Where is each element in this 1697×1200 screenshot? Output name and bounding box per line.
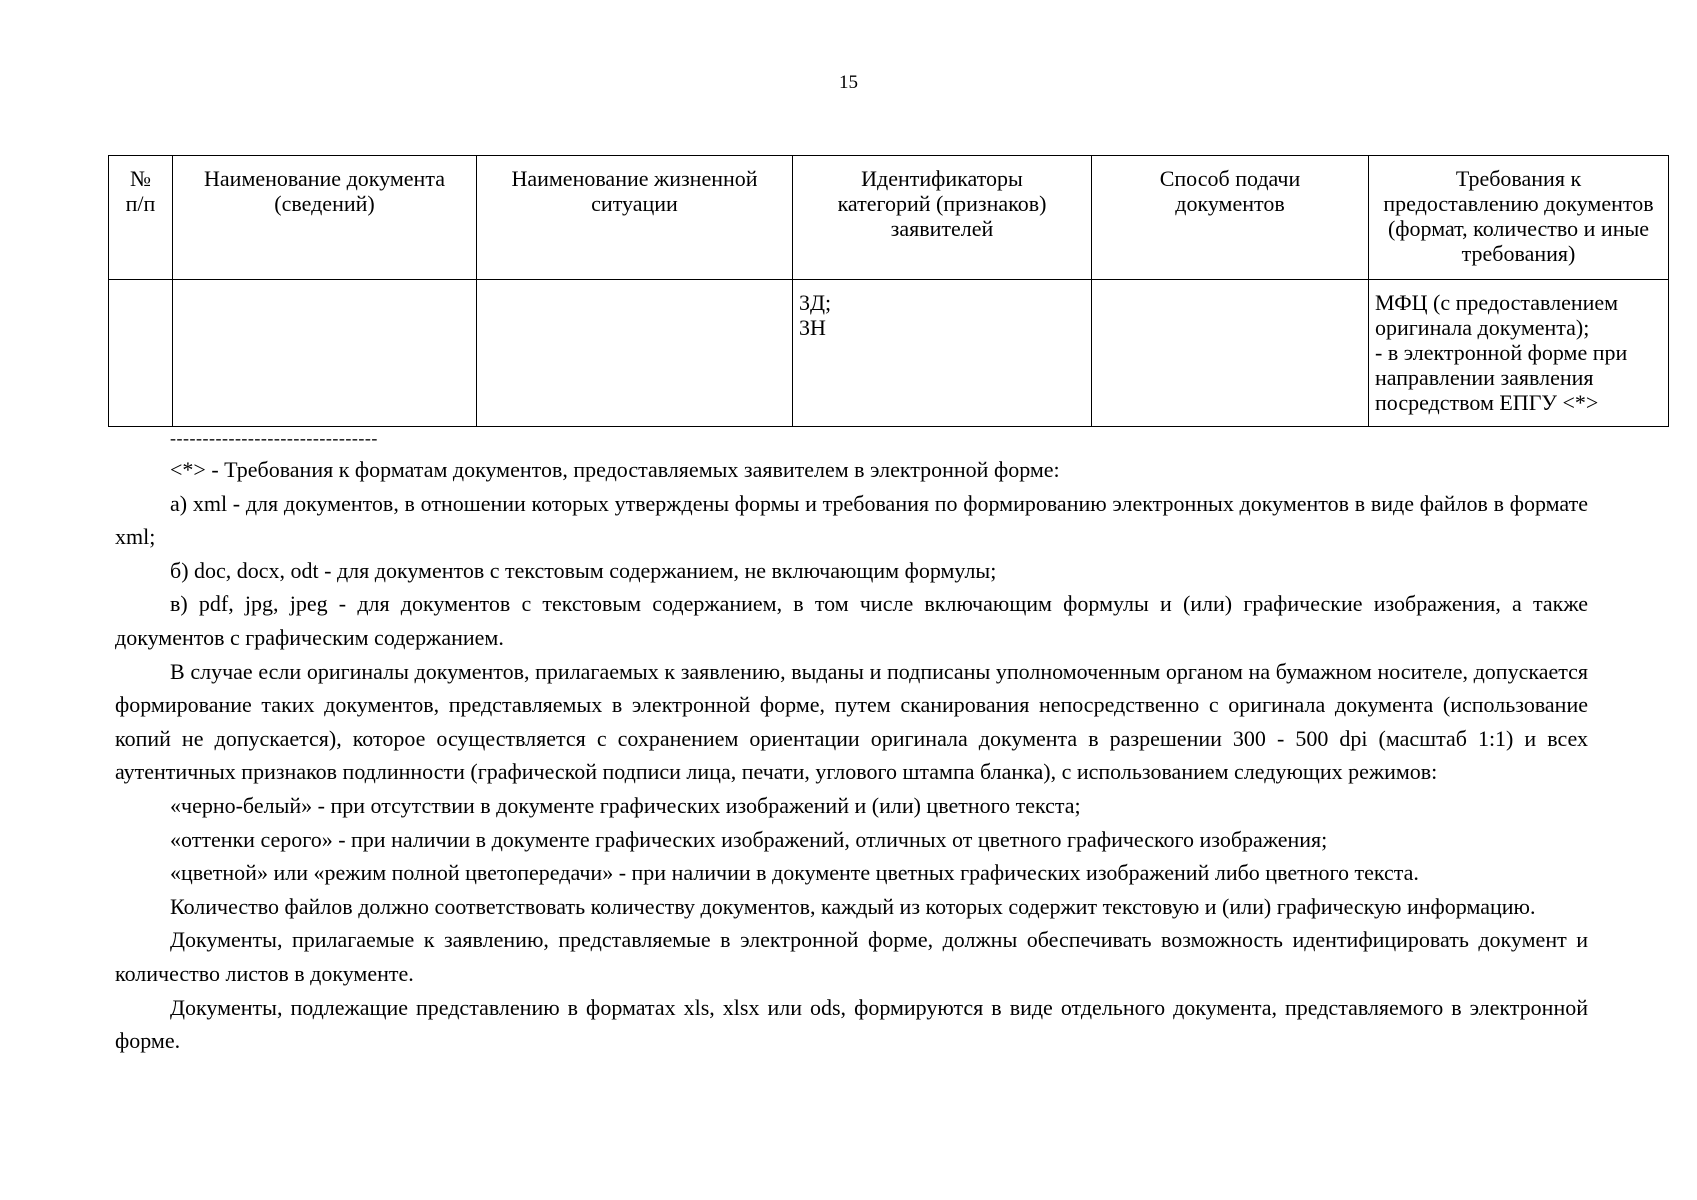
paragraph-color-mode: «цветной» или «режим полной цветопередачи» - при наличии в документе цветных графических изображений либо цветного текста.	[170, 860, 1419, 886]
footnote-intro: <*> - Требования к форматам документов, предоставляемых заявителем в электронной форме:	[170, 457, 1060, 482]
paragraph-file-count: Количество файлов должно соответствовать количеству документов, каждый из которых содержит текстовую и (или) графическую информацию.	[170, 893, 1536, 919]
paragraph-spreadsheets: Документы, подлежащие представлению в форматах xls, xlsx или ods, формируются в виде отдельного документа, представляемого в электронной форме.	[115, 994, 1588, 1054]
header-document-name: Наименование документа (сведений)	[173, 156, 477, 280]
cell-submission-method	[1092, 280, 1369, 427]
header-requirements: Требования к предоставлению документов (формат, количество и иные требования)	[1369, 156, 1669, 280]
body-text	[115, 453, 1588, 1058]
documents-table	[108, 155, 1669, 427]
paragraph-xml: а) xml - для документов, в отношении которых утверждены формы и требования по формированию электронных документов в виде файлов в формате xml;	[115, 490, 1588, 550]
table-row	[109, 280, 1669, 427]
cell-document-name	[173, 280, 477, 427]
header-number: № п/п	[109, 156, 173, 280]
paragraph-bw-mode: «черно-белый» - при отсутствии в документе графических изображений и (или) цветного текста;	[170, 792, 1081, 818]
cell-life-situation	[477, 280, 793, 427]
cell-number	[109, 280, 173, 427]
footnote-separator: --------------------------------	[170, 428, 378, 448]
page-number: 15	[839, 72, 858, 93]
paragraph-gray-mode: «оттенки серого» - при наличии в документе графических изображений, отличных от цветного графического изображения;	[170, 826, 1328, 852]
header-category-identifiers: Идентификаторы категорий (признаков) заявителей	[793, 156, 1092, 280]
paragraph-pdf: в) pdf, jpg, jpeg - для документов с текстовым содержанием, в том числе включающим формулы и (или) графические изображения, а также документов с графическим содержанием.	[115, 591, 1588, 650]
header-submission-method: Способ подачи документов	[1092, 156, 1369, 280]
cell-category-identifiers: 3Д; 3Н	[793, 280, 1092, 427]
paragraph-doc: б) doc, docx, odt - для документов с текстовым содержанием, не включающим формулы;	[170, 557, 997, 583]
header-life-situation: Наименование жизненной ситуации	[477, 156, 793, 280]
table-header-row	[109, 156, 1669, 280]
paragraph-identification: Документы, прилагаемые к заявлению, представляемые в электронной форме, должны обеспечивать возможность идентифицировать документ и количество листов в документе.	[115, 927, 1588, 986]
paragraph-scanning: В случае если оригиналы документов, прилагаемых к заявлению, выданы и подписаны уполномоченным органом на бумажном носителе, допускается формирование таких документов, представляемых в электронной форме, путем сканирования непосредственно с оригинала документа (использование копий не допускается), которое осуществляется с сохранением ориентации оригинала документа в разрешении 300 - 500 dpi (масштаб 1:1) и всех аутентичных признаков подлинности (графической подписи лица, печати, углового штампа бланка), с использованием следующих режимов:	[115, 658, 1588, 785]
cell-requirements: МФЦ (с предоставлением оригинала документа); - в электронной форме при направлении заявления посредством ЕПГУ <*>	[1369, 280, 1669, 427]
